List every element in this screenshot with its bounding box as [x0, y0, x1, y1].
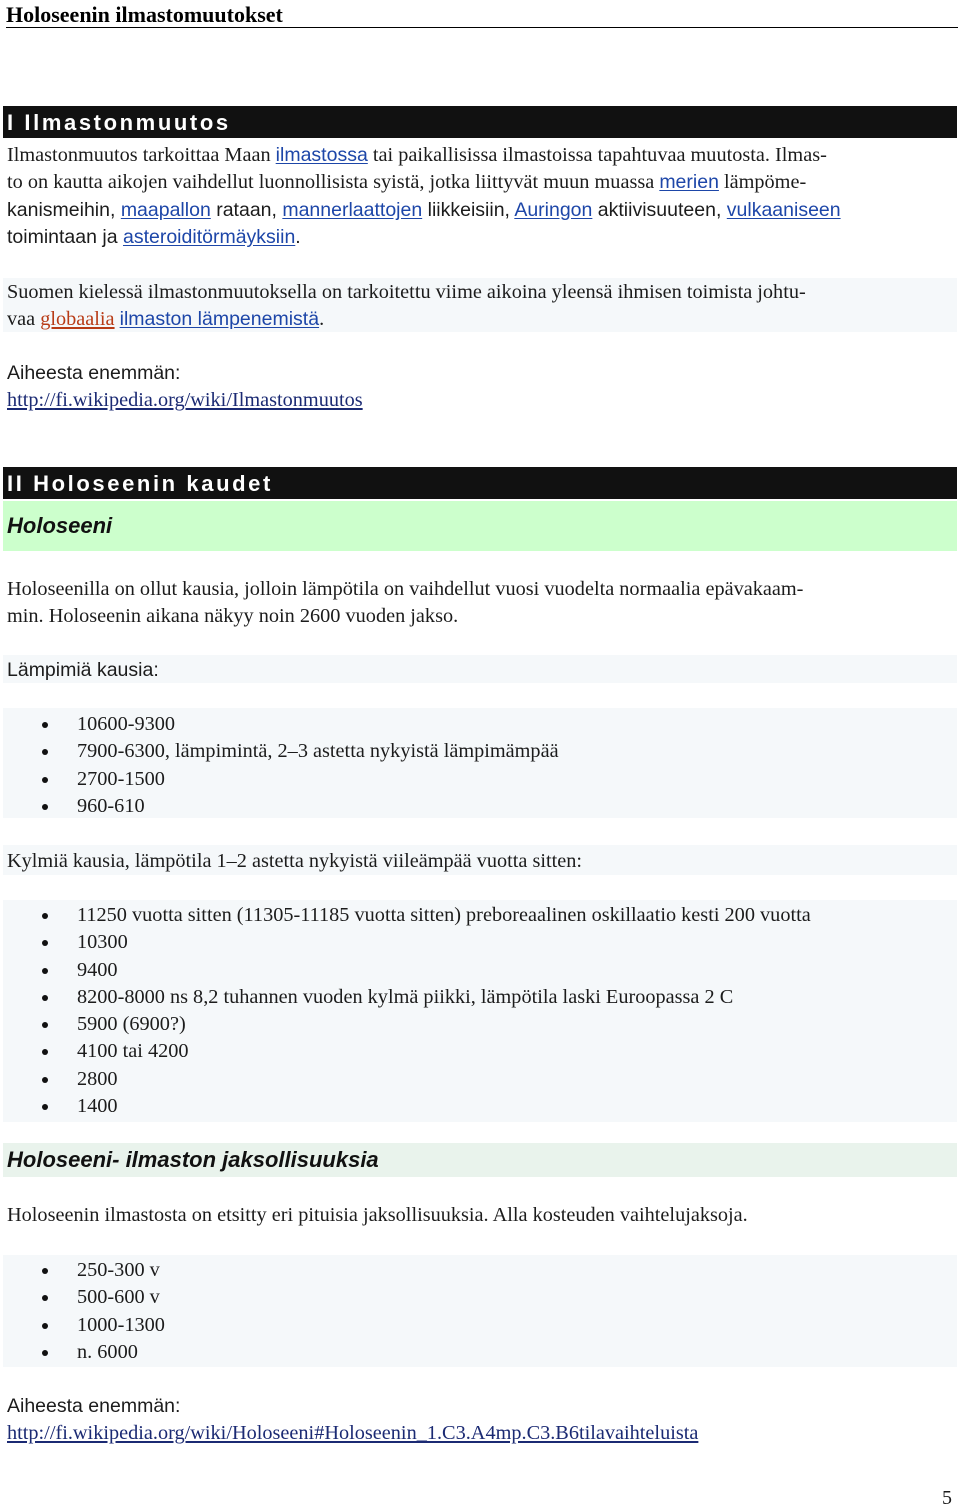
label-text: Lämpimiä kausia:: [7, 659, 159, 681]
bullet-icon: [42, 1104, 48, 1110]
link-ilmaston-lampenemista[interactable]: ilmaston lämpenemistä: [119, 308, 320, 331]
list-item: [0, 793, 559, 820]
list-item-text: 4100 tai 4200: [77, 1040, 189, 1063]
bullet-icon: [42, 968, 48, 974]
bullet-icon: [42, 1268, 48, 1274]
subheading-holoseeni: [3, 501, 957, 551]
bullet-icon: [42, 913, 48, 919]
cold-periods-label: [7, 848, 951, 875]
paragraph-definition: [7, 142, 951, 251]
list-item: [0, 1257, 165, 1284]
cycles-list: [0, 1257, 165, 1366]
list-item: [0, 711, 559, 738]
paragraph-finnish-usage: [7, 279, 951, 334]
list-item: [0, 929, 811, 956]
text-span: kanismeihin,: [7, 198, 121, 221]
bullet-icon: [42, 804, 48, 810]
paragraph-line: min. Holoseenin aikana näkyy noin 2600 vuoden jakso.: [7, 605, 459, 628]
more-info-label: Aiheesta enemmän:: [7, 1395, 181, 1417]
text-span: .: [319, 308, 325, 331]
paragraph-line: Suomen kielessä ilmastonmuutoksella on tarkoitettu viime aikoina yleensä ihmisen toimista johtu-: [7, 281, 806, 303]
list-item: [0, 1284, 165, 1311]
list-item-text: 1400: [77, 1095, 118, 1118]
bullet-icon: [42, 995, 48, 1001]
cold-periods-list: [0, 902, 811, 1120]
link-globaalia[interactable]: globaalia: [40, 308, 115, 331]
list-item-text: 9400: [77, 958, 118, 981]
list-item: [0, 1038, 811, 1065]
link-maapallon[interactable]: maapallon: [120, 198, 211, 221]
title-divider: [6, 27, 958, 28]
paragraph-line: [7, 306, 951, 333]
bullet-icon: [42, 1022, 48, 1028]
bullet-icon: [42, 722, 48, 728]
list-item: [0, 738, 559, 765]
link-mannerlaattojen[interactable]: mannerlaattojen: [282, 198, 423, 221]
page-title: Holoseenin ilmastomuutokset: [6, 2, 283, 27]
bullet-icon: [42, 1350, 48, 1356]
list-item-text: 11250 vuotta sitten (11305-11185 vuotta sitten) preboreaalinen oskillaatio kesti 200 vuotta: [77, 904, 811, 926]
list-item: [0, 1339, 165, 1366]
bullet-icon: [42, 777, 48, 783]
text-span: rataan,: [210, 198, 283, 221]
paragraph-line: [7, 169, 951, 196]
list-item: [0, 1011, 811, 1038]
text-span: Ilmastonmuutos tarkoittaa Maan: [7, 144, 276, 166]
subheading-jaksollisuuksia: Holoseeni- ilmaston jaksollisuuksia: [3, 1143, 957, 1177]
list-item-text: 10600-9300: [77, 713, 176, 735]
list-item-text: 5900 (6900?): [77, 1013, 186, 1036]
list-item: [0, 984, 811, 1011]
link-wikipedia-holoseeni[interactable]: http://fi.wikipedia.org/wiki/Holoseeni#Holoseenin_1.C3.A4mp.C3.B6tilavaihteluista: [7, 1422, 699, 1445]
link-asteroiditormayksiin[interactable]: asteroiditörmäyksiin: [122, 225, 296, 248]
paragraph-holoseeni-intro: [7, 576, 951, 631]
list-item-text: 500-600 v: [77, 1286, 160, 1309]
page-number: 5: [942, 1487, 952, 1509]
list-item-text: 7900-6300, lämpimintä, 2–3 astetta nykyistä lämpimämpää: [77, 740, 559, 763]
list-item-text: 250-300 v: [77, 1259, 160, 1281]
list-item: [0, 766, 559, 793]
bullet-icon: [42, 1077, 48, 1083]
paragraph-line: Holoseenin ilmastosta on etsitty eri pituisia jaksollisuuksia. Alla kosteuden vaihtelujaksoja.: [7, 1204, 748, 1226]
bullet-icon: [42, 940, 48, 946]
list-item: [0, 957, 811, 984]
warm-periods-list: [0, 711, 559, 820]
bullet-icon: [42, 1323, 48, 1329]
subheading-text: Holoseeni: [7, 513, 113, 538]
text-span: to on kautta aikojen vaihdellut luonnollisista syistä, jotka liittyvät muun muassa: [7, 171, 660, 194]
list-item-text: 8200-8000 ns 8,2 tuhannen vuoden kylmä piikki, lämpötila laski Euroopassa 2 C: [77, 985, 734, 1008]
bullet-icon: [42, 749, 48, 755]
paragraph-cycles-intro: [7, 1202, 951, 1229]
list-item: [0, 1066, 811, 1093]
text-span: lämpöme-: [718, 171, 807, 194]
more-info-label: Aiheesta enemmän:: [7, 362, 181, 384]
more-info-block: [7, 360, 951, 415]
bullet-icon: [42, 1049, 48, 1055]
link-wikipedia-ilmastonmuutos[interactable]: http://fi.wikipedia.org/wiki/Ilmastonmuutos: [7, 389, 363, 412]
paragraph-line: [7, 142, 951, 169]
label-text: Kylmiä kausia, lämpötila 1–2 astetta nykyistä viileämpää vuotta sitten:: [7, 850, 583, 872]
list-item: [0, 902, 811, 929]
paragraph-line: [7, 224, 951, 251]
link-auringon[interactable]: Auringon: [514, 198, 593, 221]
section-heading-holoseenin-kaudet: II Holoseenin kaudet: [3, 467, 957, 499]
list-item-text: 2700-1500: [77, 767, 165, 790]
paragraph-line: [7, 197, 951, 224]
text-span: tai paikallisissa ilmastoissa tapahtuvaa muutosta. Ilmas-: [367, 144, 827, 166]
list-item: [0, 1312, 165, 1339]
warm-periods-label: [7, 657, 951, 684]
text-span: liikkeisiin,: [422, 198, 515, 221]
link-merien[interactable]: merien: [659, 171, 719, 194]
list-item-text: 960-610: [77, 794, 145, 817]
link-ilmastossa[interactable]: ilmastossa: [275, 144, 368, 166]
text-span: aktiivisuuteen,: [592, 198, 727, 221]
text-span: vaa: [7, 308, 41, 331]
text-span: .: [295, 225, 301, 248]
list-item: [0, 1093, 811, 1120]
paragraph-line: Holoseenilla on ollut kausia, jolloin lämpötila on vaihdellut vuosi vuodelta normaalia epävakaam-: [7, 578, 804, 600]
text-span: toimintaan ja: [7, 225, 123, 248]
bullet-icon: [42, 1295, 48, 1301]
more-info-block: [7, 1393, 951, 1448]
link-vulkaaniseen[interactable]: vulkaaniseen: [726, 198, 841, 221]
list-item-text: n. 6000: [77, 1340, 138, 1363]
section-heading-ilmastonmuutos: I Ilmastonmuutos: [3, 106, 957, 138]
list-item-text: 10300: [77, 931, 128, 954]
list-item-text: 1000-1300: [77, 1313, 165, 1336]
list-item-text: 2800: [77, 1067, 118, 1090]
